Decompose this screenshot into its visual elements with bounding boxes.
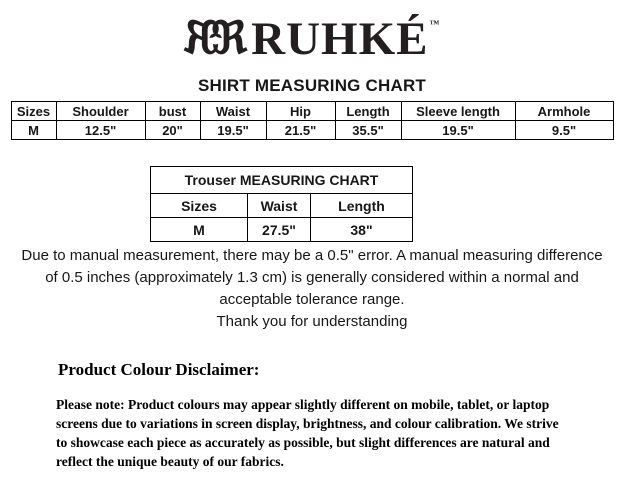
shirt-col-armhole: Armhole [515,102,613,121]
shirt-hip-value: 21.5" [266,121,335,140]
shirt-bust-value: 20" [145,121,200,140]
trouser-table-row-m [151,218,413,242]
shirt-waist-value: 19.5" [200,121,266,140]
shirt-shoulder-value: 12.5" [56,121,145,140]
shirt-col-hip: Hip [266,102,335,121]
note-line-4: Thank you for understanding [216,313,408,330]
shirt-col-length: Length [335,102,401,121]
trouser-col-waist: Waist [248,194,311,218]
note-line-2: of 0.5 inches (approximately 1.3 cm) is generally considered within a normal and [45,269,579,286]
shirt-table-row-m [11,121,613,140]
trouser-col-sizes: Sizes [151,194,248,218]
brand-logo [0,13,624,65]
shirt-table-header-row [11,102,613,121]
trouser-chart-title: Trouser MEASURING CHART [151,167,413,194]
shirt-measuring-table [11,101,614,140]
shirt-col-sizes: Sizes [11,102,56,121]
trademark-symbol: ™ [429,19,440,30]
shirt-armhole-value: 9.5" [515,121,613,140]
shirt-col-shoulder: Shoulder [56,102,145,121]
monogram-left-glyph: ℜ [184,13,221,64]
trouser-waist-value: 27.5" [248,218,311,242]
monogram-right-glyph: ℜ [211,13,248,64]
disclaimer-line-1: Please note: Product colours may appear slightly different on mobile, tablet, or laptop [56,397,550,412]
trouser-length-value: 38" [311,218,413,242]
trouser-col-length: Length [311,194,413,218]
shirt-col-waist: Waist [200,102,266,121]
brand-monogram-icon [184,13,248,64]
disclaimer-line-3: to showcase each piece as accurately as possible, but slight differences are natural and [56,435,550,450]
shirt-sleeve-length-value: 19.5" [401,121,515,140]
shirt-length-value: 35.5" [335,121,401,140]
shirt-size-value: M [11,121,56,140]
note-line-1: Due to manual measurement, there may be a 0.5" error. A manual measuring difference [21,247,603,264]
trouser-table-header-row [151,194,413,218]
disclaimer-line-4: reflect the unique beauty of our fabrics. [56,454,284,469]
note-line-3: acceptable tolerance range. [219,291,405,308]
shirt-chart-title: SHIRT MEASURING CHART [197,76,427,95]
disclaimer-line-2: screens due to variations in screen display, brightness, and colour calibration. We strive [56,416,559,431]
colour-disclaimer-heading: Product Colour Disclaimer: [58,360,260,379]
brand-name: RUHKÉ [251,12,429,65]
colour-disclaimer-body [56,395,602,471]
trouser-size-value: M [151,218,248,242]
shirt-col-bust: bust [145,102,200,121]
shirt-col-sleeve-length: Sleeve length [401,102,515,121]
measurement-note [0,245,624,333]
trouser-table-title-row [151,167,413,194]
trouser-measuring-table [150,166,413,242]
